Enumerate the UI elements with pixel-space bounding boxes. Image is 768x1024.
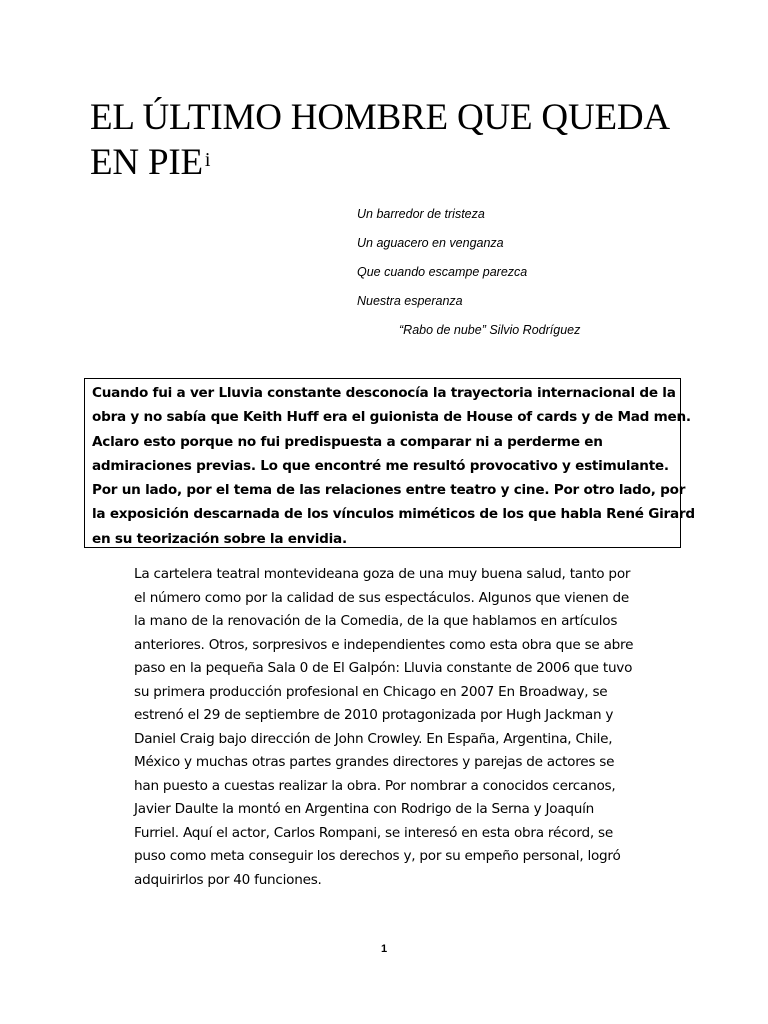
- epigraph-line: Un aguacero en venganza: [357, 236, 504, 250]
- epigraph-attribution: “Rabo de nube” Silvio Rodríguez: [399, 323, 581, 337]
- body-paragraph: [134, 563, 694, 892]
- title-line-2: EN PIE: [90, 142, 203, 183]
- intro-line: obra y no sabía que Keith Huff era el guionista de House of cards y de Mad men.: [92, 409, 691, 426]
- body-line: adquirirlos por 40 funciones.: [134, 871, 322, 888]
- body-line: el número como por la calidad de sus espectáculos. Algunos que vienen de: [134, 589, 630, 606]
- epigraph-line: Nuestra esperanza: [357, 294, 463, 308]
- intro-line: Cuando fui a ver Lluvia constante desconocía la trayectoria internacional de la: [92, 385, 676, 401]
- body-line: Daniel Craig bajo dirección de John Crowley. En España, Argentina, Chile,: [134, 730, 613, 747]
- body-line: Javier Daulte la montó en Argentina con Rodrigo de la Serna y Joaquín: [134, 801, 595, 817]
- footnote-marker[interactable]: i: [204, 149, 211, 171]
- intro-box: [84, 378, 695, 548]
- intro-line: en su teorización sobre la envidia.: [92, 530, 347, 547]
- intro-line: Por un lado, por el tema de las relaciones entre teatro y cine. Por otro lado, por: [92, 482, 686, 499]
- body-line: estrenó el 29 de septiembre de 2010 protagonizada por Hugh Jackman y: [134, 707, 614, 723]
- body-line: México y muchas otras partes grandes directores y parejas de actores se: [134, 754, 615, 770]
- epigraph-line: Que cuando escampe parezca: [357, 265, 528, 279]
- body-line: la mano de la renovación de la Comedia, de la que hablamos en artículos: [134, 613, 618, 629]
- intro-line: la exposición descarnada de los vínculos miméticos de los que habla René Girard: [92, 506, 695, 523]
- document-title: [90, 95, 690, 185]
- body-line: La cartelera teatral montevideana goza de una muy buena salud, tanto por: [134, 566, 631, 582]
- body-line: anteriores. Otros, sorpresivos e independientes como esta obra que se abre: [134, 636, 634, 653]
- body-line: han puesto a cuestas realizar la obra. Por nombrar a conocidos cercanos,: [134, 777, 616, 794]
- page-number: 1: [380, 943, 388, 955]
- intro-line: Aclaro esto porque no fui predispuesta a comparar ni a perderme en: [92, 433, 603, 450]
- body-line: su primera producción profesional en Chicago en 2007 En Broadway, se: [134, 683, 608, 700]
- body-line: puso como meta conseguir los derechos y, por su empeño personal, logró: [134, 848, 621, 864]
- epigraph-line: Un barredor de tristeza: [357, 207, 485, 221]
- intro-line: admiraciones previas. Lo que encontré me resultó provocativo y estimulante.: [92, 457, 669, 474]
- body-line: Furriel. Aquí el actor, Carlos Rompani, se interesó en esta obra récord, se: [134, 824, 613, 841]
- title-line-1: EL ÚLTIMO HOMBRE QUE QUEDA: [90, 97, 670, 138]
- epigraph: [357, 204, 687, 340]
- body-line: paso en la pequeña Sala 0 de El Galpón: Lluvia constante de 2006 que tuvo: [134, 660, 633, 676]
